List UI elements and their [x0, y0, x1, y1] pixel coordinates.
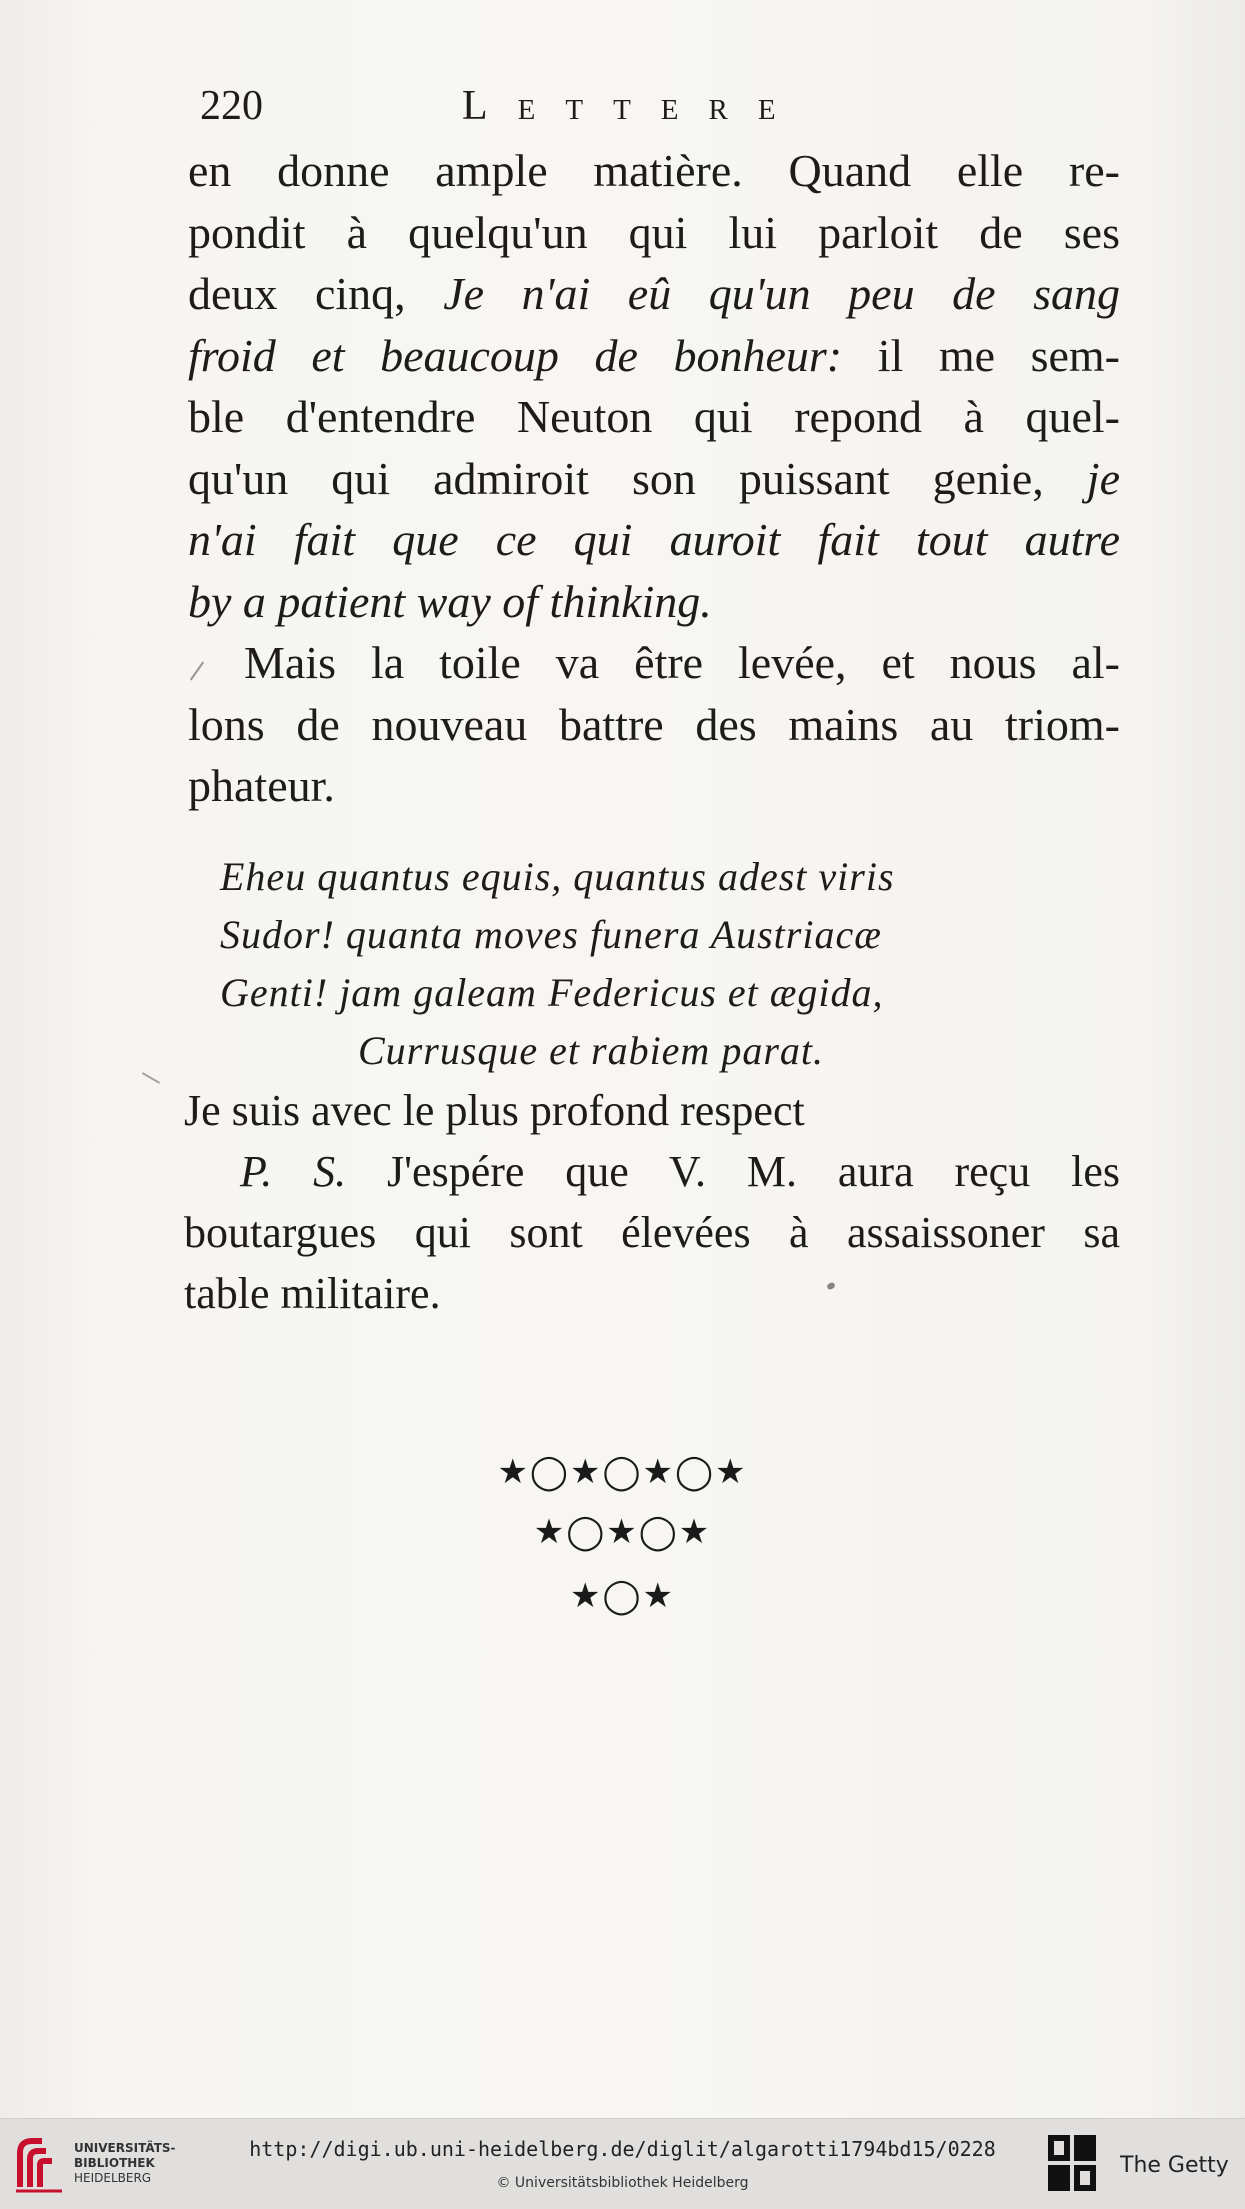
text-line: pondit à quelqu'un qui lui parloit de ses [188, 206, 1120, 258]
text-line: en donne ample matière. Quand elle re- [188, 145, 1120, 196]
postscript-label: P. S. [240, 1147, 347, 1196]
italic-quote: by a patient way of thinking. [188, 575, 712, 627]
text-line: Mais la toile va être levée, et nous al- [244, 637, 1120, 688]
text-line: ble d'entendre Neuton qui repond à quel- [188, 391, 1120, 442]
text-span: il me sem- [877, 329, 1120, 381]
getty-logo-icon[interactable] [1048, 2135, 1098, 2193]
text-line: lons de nouveau battre des mains au triom- [188, 698, 1120, 750]
closing-line: Je suis avec le plus profond respect [184, 1086, 805, 1135]
verse-line: Currusque et rabiem parat. [358, 1028, 824, 1073]
university-name-line: BIBLIOTHEK [74, 2156, 155, 2170]
ink-speck [142, 1072, 160, 1084]
text-line [188, 509, 1120, 571]
running-title: Lettere [462, 83, 806, 129]
italic-quote: Je n'ai eû qu'un peu de sang [443, 268, 1120, 319]
sponsor-name: The Getty [1120, 2153, 1229, 2178]
postscript-line: boutargues qui sont élevées à assaissoner sa [184, 1208, 1120, 1257]
university-name-line: HEIDELBERG [74, 2171, 152, 2185]
text-line [188, 325, 1120, 387]
postscript-line [184, 1141, 1120, 1202]
postscript-line: table militaire. [184, 1269, 441, 1318]
permalink[interactable]: http://digi.ub.uni-heidelberg.de/diglit/algarotti1794bd15/0228 [249, 2137, 996, 2161]
latin-verse [220, 848, 1100, 1080]
ornament-row: ★◯★ [569, 1576, 675, 1616]
italic-quote: n'ai fait que ce qui auroit fait tout autre [188, 514, 1120, 565]
text-span: J'espére que V. M. aura reçu les [386, 1147, 1120, 1196]
text-span: deux cinq, [188, 268, 406, 319]
text-line [188, 448, 1120, 510]
page-number: 220 [200, 83, 263, 129]
verse-line: Genti! jam galeam Federicus et ægida, [220, 970, 884, 1015]
italic-quote: je [1086, 452, 1120, 504]
university-name-line: UNIVERSITÄTS- [74, 2141, 176, 2155]
verse-line: Sudor! quanta moves funera Austriacæ [220, 912, 882, 957]
ornament-row: ★◯★◯★◯★ [497, 1452, 748, 1492]
body-text [188, 140, 1120, 817]
closing-text [184, 1080, 1120, 1324]
copyright-notice: © Universitätsbibliothek Heidelberg [496, 2175, 749, 2191]
page-header [200, 82, 1000, 138]
viewer-footer [0, 2118, 1245, 2209]
ornament-row: ★◯★◯★ [533, 1512, 712, 1552]
text-line [188, 571, 1120, 633]
text-line [188, 263, 1120, 325]
italic-quote: froid et beaucoup de bonheur: [188, 329, 843, 381]
text-line: phateur. [188, 760, 335, 811]
text-span: qu'un qui admiroit son puissant genie, [188, 452, 1044, 504]
verse-line: Eheu quantus equis, quantus adest viris [220, 854, 895, 899]
